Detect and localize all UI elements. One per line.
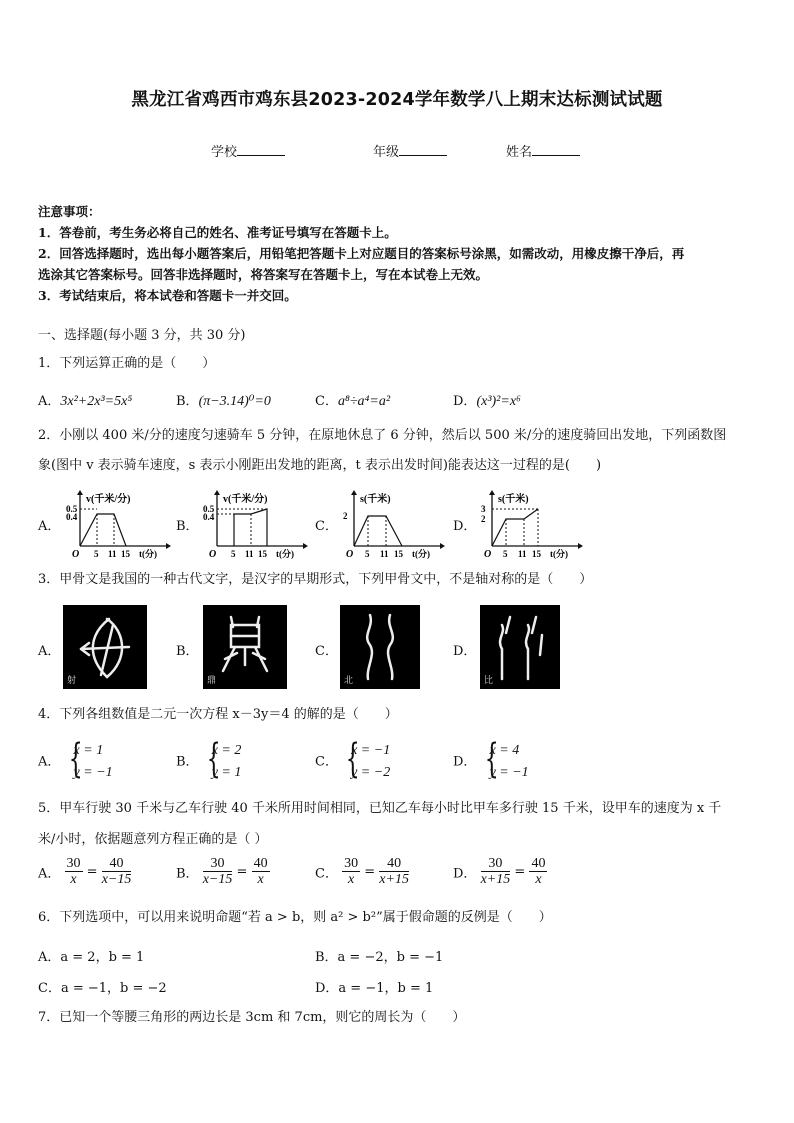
q6-option-b[interactable]: B．a = −2，b = −1	[315, 950, 444, 965]
grade-field[interactable]: 年级	[373, 141, 447, 160]
svg-text:5: 5	[365, 549, 370, 559]
q6-option-d[interactable]: D．a = −1，b = 1	[315, 981, 434, 996]
q4-option-b[interactable]: B． { x = 2 y = 1	[176, 736, 242, 782]
q6-stem: 6．下列选项中，可以用来说明命题“若 a > b，则 a² > b²”属于假命题的反例是（ ）	[38, 910, 552, 925]
q2-stem-line1: 2．小刚以 400 米/分的速度匀速骑车 5 分钟，在原地休息了 6 分钟，然后以 500 米/分的速度骑回出发地，下列函数图	[38, 428, 727, 443]
graph-ytick: 0.4	[66, 512, 78, 522]
svg-text:t(分): t(分)	[550, 549, 568, 559]
name-field[interactable]: 姓名	[506, 141, 580, 160]
oracle-image-a	[63, 605, 147, 689]
svg-text:s(千米): s(千米)	[498, 494, 529, 505]
svg-text:3: 3	[481, 504, 486, 514]
graph-origin: O	[72, 549, 80, 560]
q7-stem: 7．已知一个等腰三角形的两边长是 3cm 和 7cm，则它的周长为（ ）	[38, 1010, 466, 1025]
notes-heading: 注意事项：	[38, 204, 101, 219]
q1-option-b[interactable]: B．(π−3.14)⁰=0	[176, 394, 271, 409]
notes-block	[38, 201, 684, 306]
q5-stem-line1: 5．甲车行驶 30 千米与乙车行驶 40 千米所用时间相同，已知乙车每小时比甲车多行驶 15 千米，设甲车的速度为 x 千	[38, 801, 722, 816]
q5-option-c[interactable]: C． $\frac{30}{x}$ = $\frac{40}{x+15}$	[315, 856, 409, 887]
q3-stem: 3．甲骨文是我国的一种古代文字，是汉字的早期形式，下列甲骨文中，不是轴对称的是（ ）	[38, 572, 593, 587]
q1-option-d[interactable]: D．(x³)²=x⁶	[453, 394, 521, 409]
svg-text:2: 2	[481, 514, 486, 524]
svg-text:t(分): t(分)	[412, 549, 430, 559]
svg-text:O: O	[346, 549, 354, 560]
svg-text:0.4: 0.4	[203, 512, 215, 522]
svg-text:15: 15	[532, 549, 541, 559]
svg-text:O: O	[484, 549, 492, 560]
q5-option-a[interactable]: A． $\frac{30}{x}$ = $\frac{40}{x-15}$	[38, 856, 132, 887]
oracle-image-b: 鼎	[203, 605, 287, 689]
q4-option-d[interactable]: D． { x = 4 y = −1	[453, 736, 529, 782]
graph-xlabel: t(分)	[139, 549, 157, 559]
svg-text:O: O	[209, 549, 217, 560]
q2-stem-line2: 象(图中 v 表示骑车速度，s 表示小刚距出发地的距离，t 表示出发时间)能表达这一过程的是( )	[38, 458, 602, 473]
q2-graph-c	[340, 490, 450, 560]
page-title: 黑龙江省鸡西市鸡东县2023-2024学年数学八上期末达标测试试题	[131, 90, 663, 110]
note-item: 2．回答选择题时，选出每小题答案后，用铅笔把答题卡上对应题目的答案标号涂黑，如需改动，用橡皮擦干净后，再	[38, 246, 685, 261]
q4-option-a[interactable]: A． { x = 1 y = −1	[38, 736, 113, 782]
svg-text:11: 11	[245, 549, 254, 559]
q5-stem-line2: 米/小时，依据题意列方程正确的是（ ）	[38, 832, 268, 847]
note-item: 1．答卷前，考生务必将自己的姓名、准考证号填写在答题卡上。	[38, 225, 397, 240]
q6-option-a[interactable]: A．a = 2，b = 1	[38, 950, 145, 965]
q3-label-c[interactable]: C．	[315, 644, 338, 659]
q3-label-b[interactable]: B．	[176, 644, 199, 659]
q3-label-d[interactable]: D．	[453, 644, 477, 659]
q6-option-c[interactable]: C．a = −1，b = −2	[38, 981, 167, 996]
svg-text:5: 5	[231, 549, 236, 559]
note-item: 3．考试结束后，将本试卷和答题卡一并交回。	[38, 288, 297, 303]
school-field[interactable]: 学校	[211, 141, 285, 160]
q2-graph-d	[478, 490, 588, 560]
svg-text:15: 15	[394, 549, 403, 559]
svg-text:15: 15	[258, 549, 267, 559]
q2-label-c[interactable]: C．	[315, 519, 338, 534]
graph-xtick: 11	[108, 549, 117, 559]
section-heading: 一、选择题(每小题 3 分，共 30 分)	[38, 328, 246, 343]
graph-xtick: 15	[121, 549, 130, 559]
svg-text:2: 2	[343, 511, 348, 521]
q2-graph-a	[66, 490, 176, 560]
svg-text:s(千米): s(千米)	[360, 494, 391, 505]
svg-text:11: 11	[518, 549, 527, 559]
q1-option-a[interactable]: A．3x²+2x³=5x⁵	[38, 394, 133, 409]
q2-label-b[interactable]: B．	[176, 519, 199, 534]
graph-ylabel: v(千米/分)	[86, 494, 131, 505]
graph-ytick: 0.5	[66, 504, 78, 514]
q5-option-d[interactable]: D． $\frac{30}{x+15}$ = $\frac{40}{x}$	[453, 856, 546, 887]
q1-option-c[interactable]: C．a⁸÷a⁴=a²	[315, 394, 391, 409]
q4-option-c[interactable]: C． { x = −1 y = −2	[315, 736, 391, 782]
q2-label-a[interactable]: A．	[38, 519, 61, 534]
svg-text:5: 5	[503, 549, 508, 559]
svg-text:11: 11	[380, 549, 389, 559]
note-item: 选涂其它答案标号。回答非选择题时，将答案写在答题卡上，写在本试卷上无效。	[38, 267, 489, 282]
q3-label-a[interactable]: A．	[38, 644, 61, 659]
q2-graph-b	[203, 490, 313, 560]
graph-xtick: 5	[94, 549, 99, 559]
q4-stem: 4．下列各组数值是二元一次方程 x－3y＝4 的解的是（ ）	[38, 707, 398, 722]
q1-stem: 1．下列运算正确的是（ ）	[38, 356, 216, 371]
q2-label-d[interactable]: D．	[453, 519, 477, 534]
svg-text:v(千米/分): v(千米/分)	[223, 494, 268, 505]
oracle-image-c: 北	[340, 605, 420, 689]
svg-text:0.5: 0.5	[203, 504, 215, 514]
svg-text:t(分): t(分)	[276, 549, 294, 559]
oracle-image-d: 比	[480, 605, 560, 689]
q5-option-b[interactable]: B． $\frac{30}{x-15}$ = $\frac{40}{x}$	[176, 856, 268, 887]
oracle-caption: 射	[67, 676, 77, 686]
